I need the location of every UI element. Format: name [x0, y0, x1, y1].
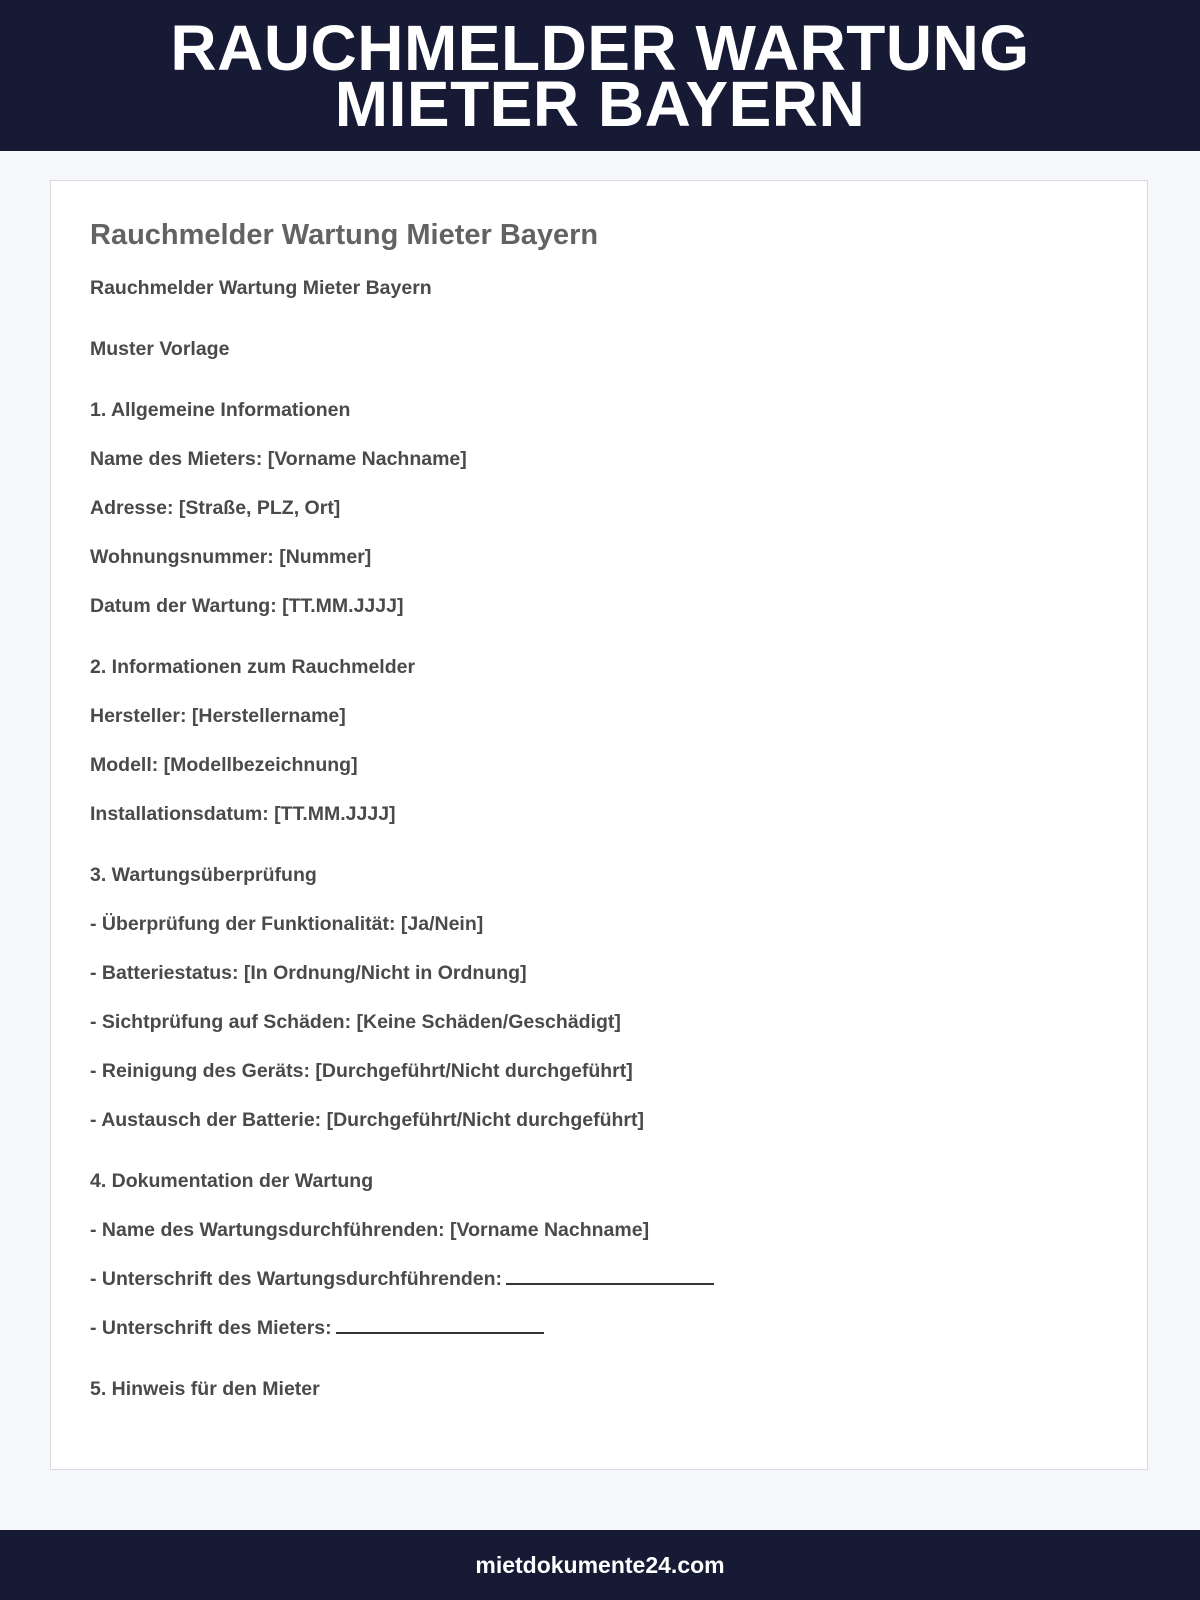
device-cleaning-item: - Reinigung des Geräts: [Durchgeführt/Nicht durchgeführt]: [90, 1060, 633, 1082]
technician-signature-line: [506, 1271, 714, 1285]
section-5-heading: 5. Hinweis für den Mieter: [90, 1378, 320, 1400]
tenant-name-field: Name des Mieters: [Vorname Nachname]: [90, 448, 467, 470]
page-header: [0, 0, 1200, 151]
template-label: Muster Vorlage: [90, 338, 230, 360]
tenant-signature-label: - Unterschrift des Mieters:: [90, 1317, 332, 1339]
footer-site-link[interactable]: mietdokumente24.com: [475, 1551, 725, 1578]
document-subtitle: Rauchmelder Wartung Mieter Bayern: [90, 277, 432, 299]
page-title-line-2: MIETER BAYERN: [334, 67, 866, 140]
technician-signature-label: - Unterschrift des Wartungsdurchführenden:: [90, 1268, 503, 1290]
maintenance-date-field: Datum der Wartung: [TT.MM.JJJJ]: [90, 595, 404, 617]
manufacturer-field: Hersteller: [Herstellername]: [90, 705, 346, 727]
page-title: [170, 11, 1030, 140]
tenant-signature-row: [90, 1317, 544, 1340]
technician-signature-row: [90, 1268, 714, 1291]
section-2-heading: 2. Informationen zum Rauchmelder: [90, 656, 416, 678]
page-footer: [0, 1530, 1200, 1600]
model-field: Modell: [Modellbezeichnung]: [90, 754, 358, 776]
visual-inspection-item: - Sichtprüfung auf Schäden: [Keine Schäden/Geschädigt]: [90, 1011, 621, 1033]
section-4-heading: 4. Dokumentation der Wartung: [90, 1170, 374, 1192]
battery-status-item: - Batteriestatus: [In Ordnung/Nicht in Ordnung]: [90, 962, 527, 984]
apartment-number-field: Wohnungsnummer: [Nummer]: [90, 546, 372, 568]
battery-replacement-item: - Austausch der Batterie: [Durchgeführt/Nicht durchgeführt]: [90, 1109, 644, 1131]
section-1-heading: 1. Allgemeine Informationen: [90, 399, 351, 421]
document-card: [50, 180, 1148, 1470]
document-title: Rauchmelder Wartung Mieter Bayern: [90, 219, 599, 251]
page-title-line-1: RAUCHMELDER WARTUNG: [170, 11, 1030, 84]
installation-date-field: Installationsdatum: [TT.MM.JJJJ]: [90, 803, 396, 825]
technician-name-item: - Name des Wartungsdurchführenden: [Vorname Nachname]: [90, 1219, 650, 1241]
section-3-heading: 3. Wartungsüberprüfung: [90, 864, 317, 886]
functionality-check-item: - Überprüfung der Funktionalität: [Ja/Nein]: [90, 913, 484, 935]
address-field: Adresse: [Straße, PLZ, Ort]: [90, 497, 341, 519]
tenant-signature-line: [336, 1320, 544, 1334]
